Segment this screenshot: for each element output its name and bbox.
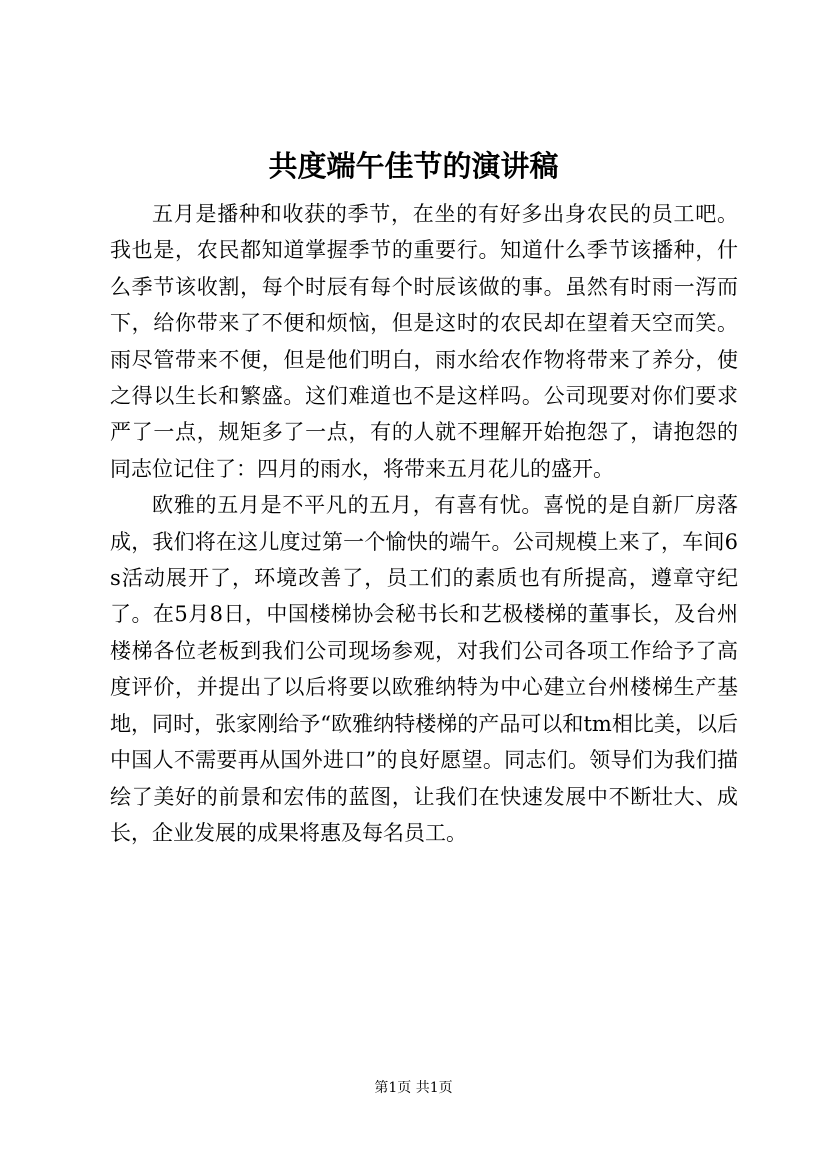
paragraph-1: 五月是播种和收获的季节，在坐的有好多出身农民的员工吧。我也是，农民都知道掌握季节的重要行。知道什么季节该播种，什么季节该收割，每个时辰有每个时辰该做的事。虽然有时雨一泻而下，给你带来了不便和烦恼，但是这时的农民却在望着天空而笑。雨尽管带来不便，但是他们明白，雨水给农作物将带来了养分，使之得以生长和繁盛。这们难道也不是这样吗。公司现要对你们要求严了一点，规矩多了一点，有的人就不理解开始抱怨了，请抱怨的同志位记住了：四月的雨水，将带来五月花儿的盛开。: [110, 202, 738, 481]
paragraph-2: 欧雅的五月是不平凡的五月，有喜有忧。喜悦的是自新厂房落成，我们将在这儿度过第一个愉快的端午。公司规模上来了，车间6s活动展开了，环境改善了，员工们的素质也有所提高，遵章守纪了。在5月8日，中国楼梯协会秘书长和艺极楼梯的董事长，及台州楼梯各位老板到我们公司现场参观，对我们公司各项工作给予了高度评价，并提出了以后将要以欧雅纳特为中心建立台州楼梯生产基地，同时，张家刚给予“欧雅纳特楼梯的产品可以和tm相比美，以后中国人不需要再从国外进口”的良好愿望。同志们。领导们为我们描绘了美好的前景和宏伟的蓝图，让我们在快速发展中不断壮大、成长，企业发展的成果将惠及每名员工。: [110, 493, 738, 845]
page-footer: 第1页 共1页: [374, 1080, 453, 1096]
document-body: [110, 196, 738, 851]
document-title: 共度端午佳节的演讲稿: [268, 149, 559, 183]
